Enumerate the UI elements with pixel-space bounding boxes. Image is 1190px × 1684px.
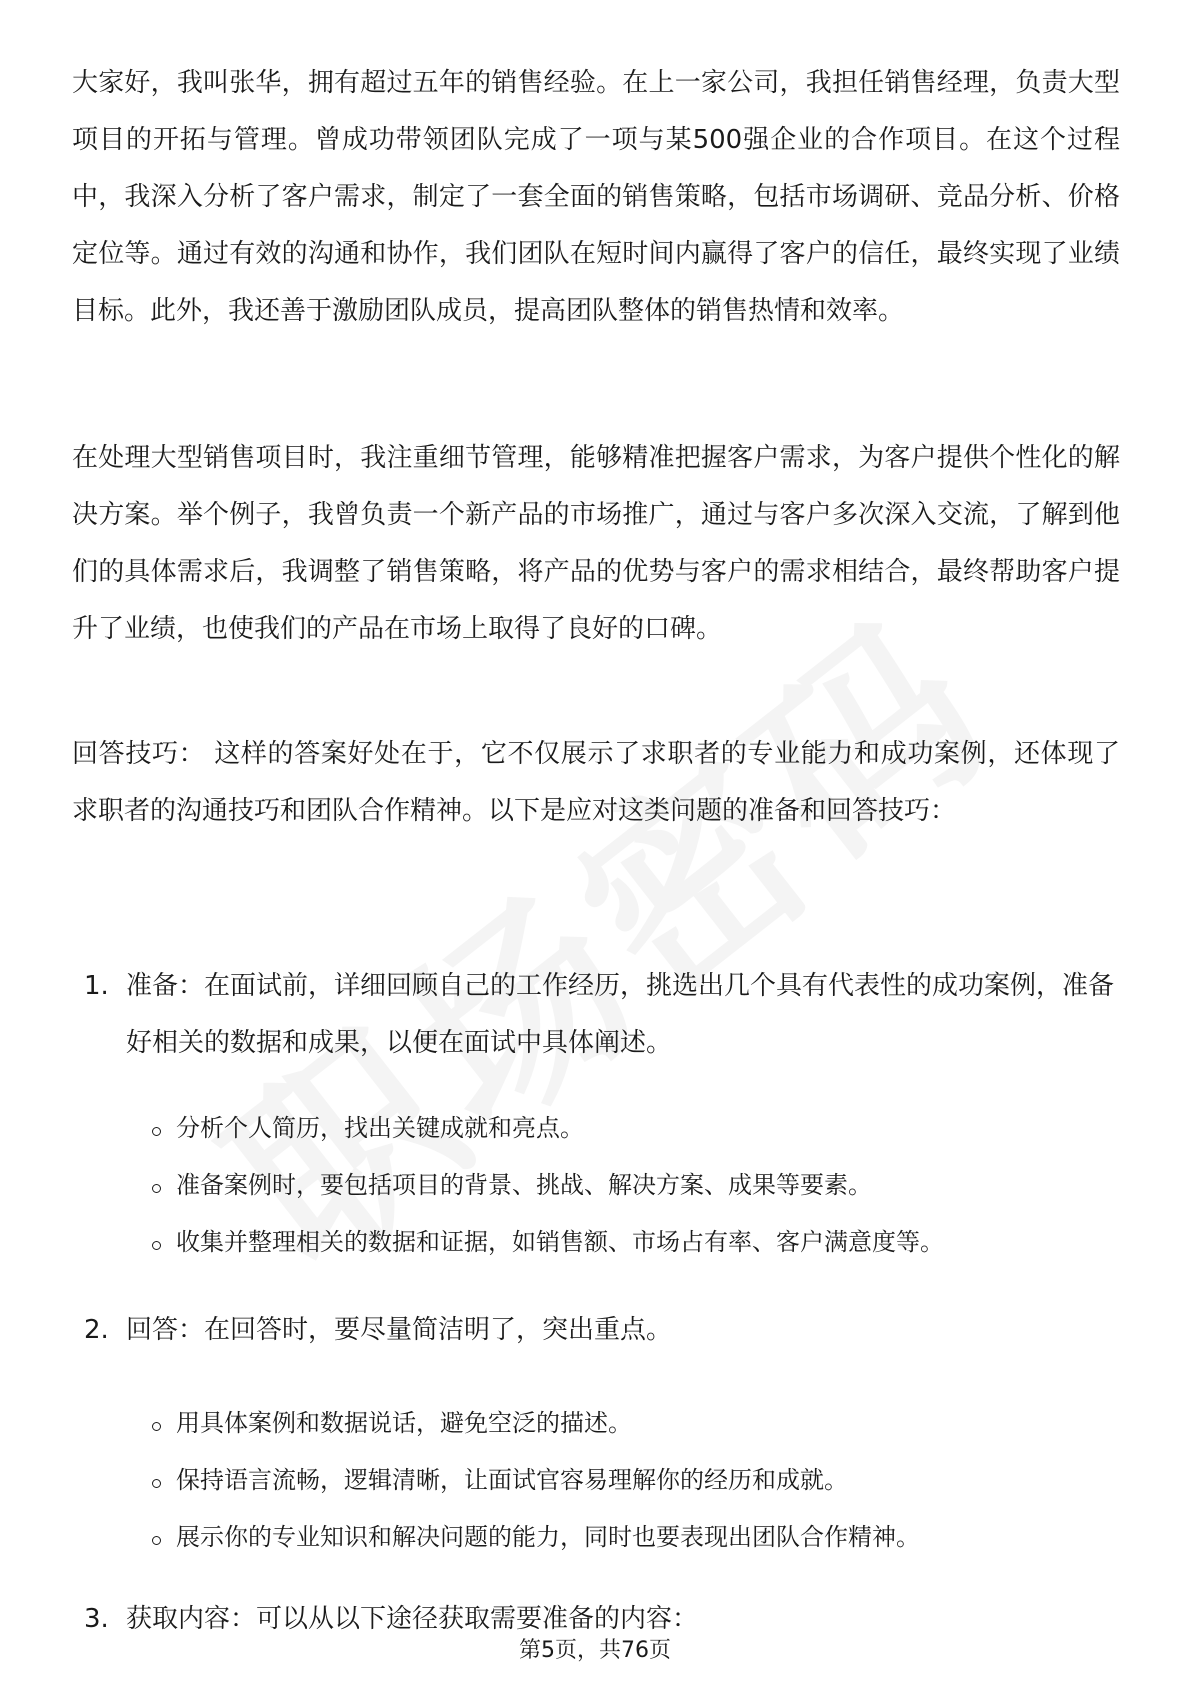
sub-list-item xyxy=(150,1214,1120,1271)
list-item-text: 准备：在面试前，详细回顾自己的工作经历，挑选出几个具有代表性的成功案例，准备好相关的数据和成果，以便在面试中具体阐述。 xyxy=(126,971,1115,1058)
sub-list-item-text: 保持语言流畅，逻辑清晰，让面试官容易理解你的经历和成就。 xyxy=(176,1466,848,1494)
example-paragraph: 在处理大型销售项目时，我注重细节管理，能够精准把握客户需求，为客户提供个性化的解决方案。举个例子，我曾负责一个新产品的市场推广，通过与客户多次深入交流，了解到他们的具体需求后，我调整了销售策略，将产品的优势与客户的需求相结合，最终帮助客户提升了业绩，也使我们的产品在市场上取得了良好的口碑。 xyxy=(72,443,1120,644)
list-item-prepare xyxy=(84,958,1114,1072)
tips-paragraph: 回答技巧： 这样的答案好处在于，它不仅展示了求职者的专业能力和成功案例，还体现了求职者的沟通技巧和团队合作精神。以下是应对这类问题的准备和回答技巧： xyxy=(72,739,1120,826)
circle-bullet-icon xyxy=(152,1184,161,1193)
list-item-text: 获取内容：可以从以下途径获取需要准备的内容： xyxy=(126,1604,699,1634)
list-number: 3. xyxy=(84,1604,109,1634)
intro-paragraph: 大家好，我叫张华，拥有超过五年的销售经验。在上一家公司，我担任销售经理，负责大型项目的开拓与管理。曾成功带领团队完成了一项与某500强企业的合作项目。在这个过程中，我深入分析了客户需求，制定了一套全面的销售策略，包括市场调研、竞品分析、价格定位等。通过有效的沟通和协作，我们团队在短时间内赢得了客户的信任，最终实现了业绩目标。此外，我还善于激励团队成员，提高团队整体的销售热情和效率。 xyxy=(72,68,1120,326)
sub-list-item-text: 收集并整理相关的数据和证据，如销售额、市场占有率、客户满意度等。 xyxy=(176,1228,944,1256)
circle-bullet-icon xyxy=(152,1241,161,1250)
sub-list-item-text: 准备案例时，要包括项目的背景、挑战、解决方案、成果等要素。 xyxy=(176,1171,872,1199)
list-item-text: 回答：在回答时，要尽量简洁明了，突出重点。 xyxy=(126,1315,673,1345)
sub-list-item xyxy=(150,1452,1120,1509)
sub-list-answer xyxy=(150,1395,1120,1566)
circle-bullet-icon xyxy=(152,1536,161,1545)
sub-list-item xyxy=(150,1395,1120,1452)
list-number: 2. xyxy=(84,1315,109,1345)
page-number: 第5页，共76页 xyxy=(519,1638,671,1663)
circle-bullet-icon xyxy=(152,1127,161,1136)
sub-list-item xyxy=(150,1509,1120,1566)
sub-list-item xyxy=(150,1157,1120,1214)
circle-bullet-icon xyxy=(152,1479,161,1488)
sub-list-item xyxy=(150,1100,1120,1157)
list-item-answer xyxy=(84,1302,1114,1359)
sub-list-item-text: 分析个人简历，找出关键成就和亮点。 xyxy=(176,1114,584,1142)
circle-bullet-icon xyxy=(152,1422,161,1431)
sub-list-item-text: 展示你的专业知识和解决问题的能力，同时也要表现出团队合作精神。 xyxy=(176,1523,920,1551)
sub-list-item-text: 用具体案例和数据说话，避免空泛的描述。 xyxy=(176,1409,632,1437)
list-number: 1. xyxy=(84,971,109,1001)
sub-list-prepare xyxy=(150,1100,1120,1271)
